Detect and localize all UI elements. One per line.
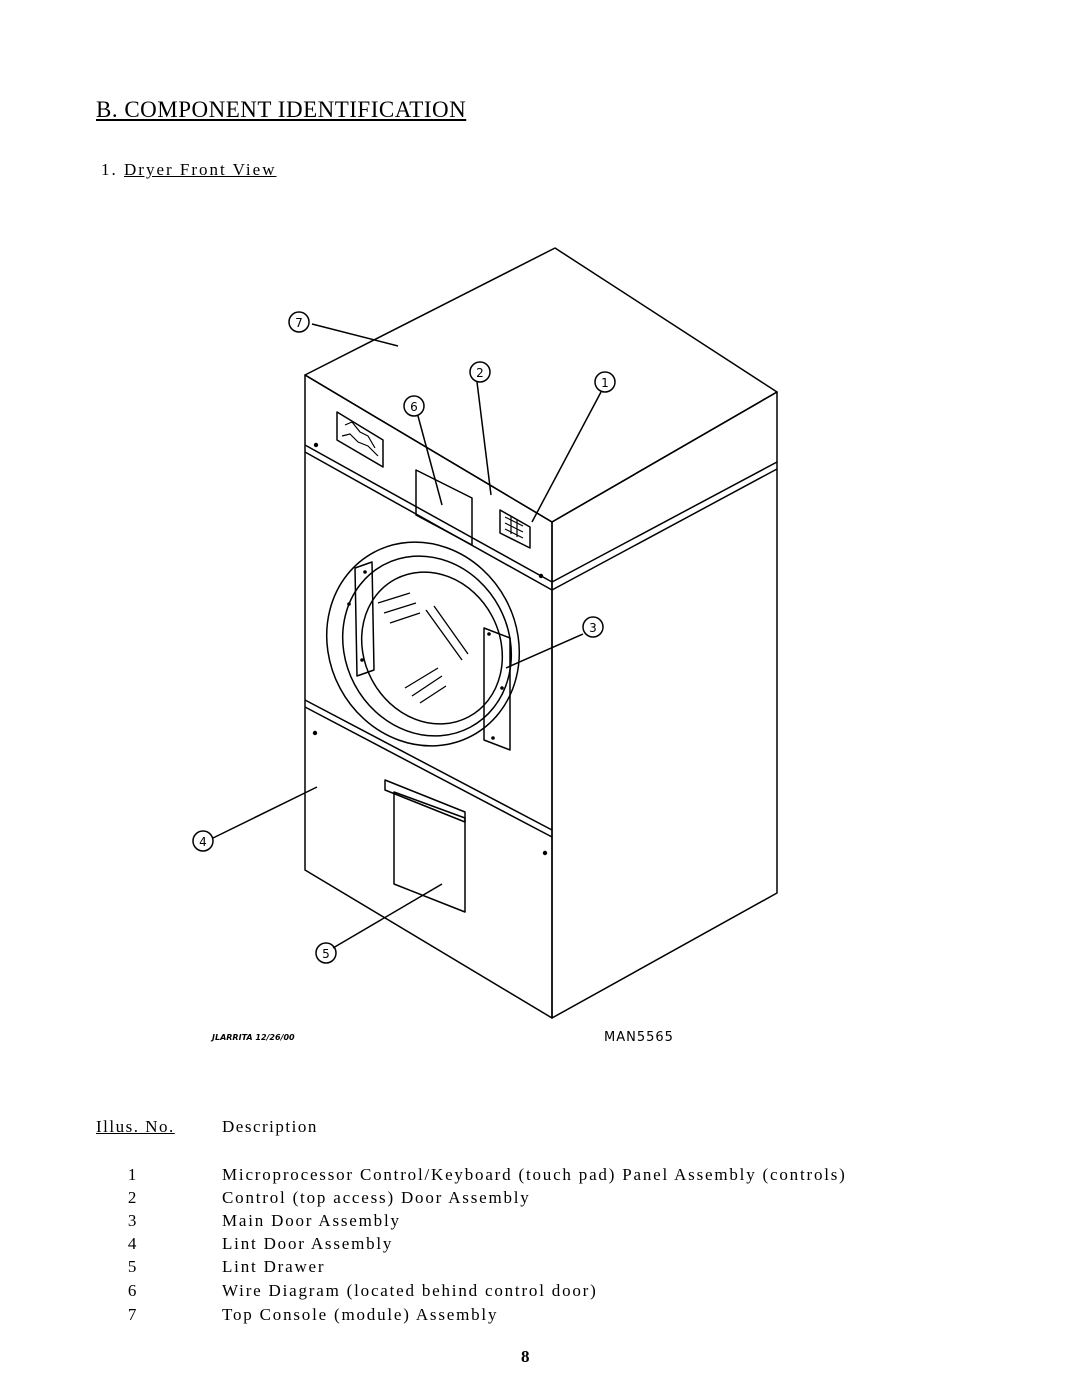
cabinet-top (305, 248, 777, 522)
page-number: 8 (521, 1347, 530, 1366)
drawing-id: MAN5565 (604, 1030, 674, 1045)
table-header-description: Description (222, 1117, 318, 1136)
row-description: Lint Door Assembly (222, 1234, 394, 1253)
row-number: 1 (127, 1165, 139, 1184)
row-description: Top Console (module) Assembly (222, 1305, 499, 1324)
row-number: 3 (127, 1211, 139, 1230)
callout-5: 5 (322, 947, 330, 961)
row-number: 5 (127, 1257, 139, 1276)
row-number: 7 (127, 1305, 139, 1324)
subsection-title: Dryer Front View (124, 160, 277, 179)
callout-4: 4 (199, 835, 207, 849)
row-number: 6 (127, 1281, 139, 1300)
subsection-number: 1. (101, 160, 118, 179)
logo-badge (337, 412, 383, 467)
callout-3: 3 (589, 621, 597, 635)
lint-drawer (394, 792, 465, 912)
row-number: 4 (127, 1234, 139, 1253)
section-title: B. COMPONENT IDENTIFICATION (96, 97, 467, 122)
row-description: Control (top access) Door Assembly (222, 1188, 531, 1207)
drafter-stamp: JLARRITA 12/26/00 (212, 1033, 295, 1042)
keypad-panel (500, 510, 530, 548)
callout-6: 6 (410, 400, 418, 414)
main-door-outer (291, 508, 555, 780)
main-door-ring (311, 526, 542, 765)
callout-2: 2 (476, 366, 484, 380)
cabinet-front (305, 375, 552, 1018)
row-description: Microprocessor Control/Keyboard (touch pad) Panel Assembly (controls) (222, 1165, 847, 1184)
row-description: Main Door Assembly (222, 1211, 401, 1230)
cabinet-side (552, 392, 777, 1018)
row-number: 2 (127, 1188, 139, 1207)
table-header-number: Illus. No. (96, 1117, 175, 1136)
row-description: Lint Drawer (222, 1257, 326, 1276)
lint-drawer-handle (385, 780, 465, 822)
callout-1: 1 (601, 376, 609, 390)
row-description: Wire Diagram (located behind control door) (222, 1281, 598, 1300)
callout-7: 7 (295, 316, 303, 330)
